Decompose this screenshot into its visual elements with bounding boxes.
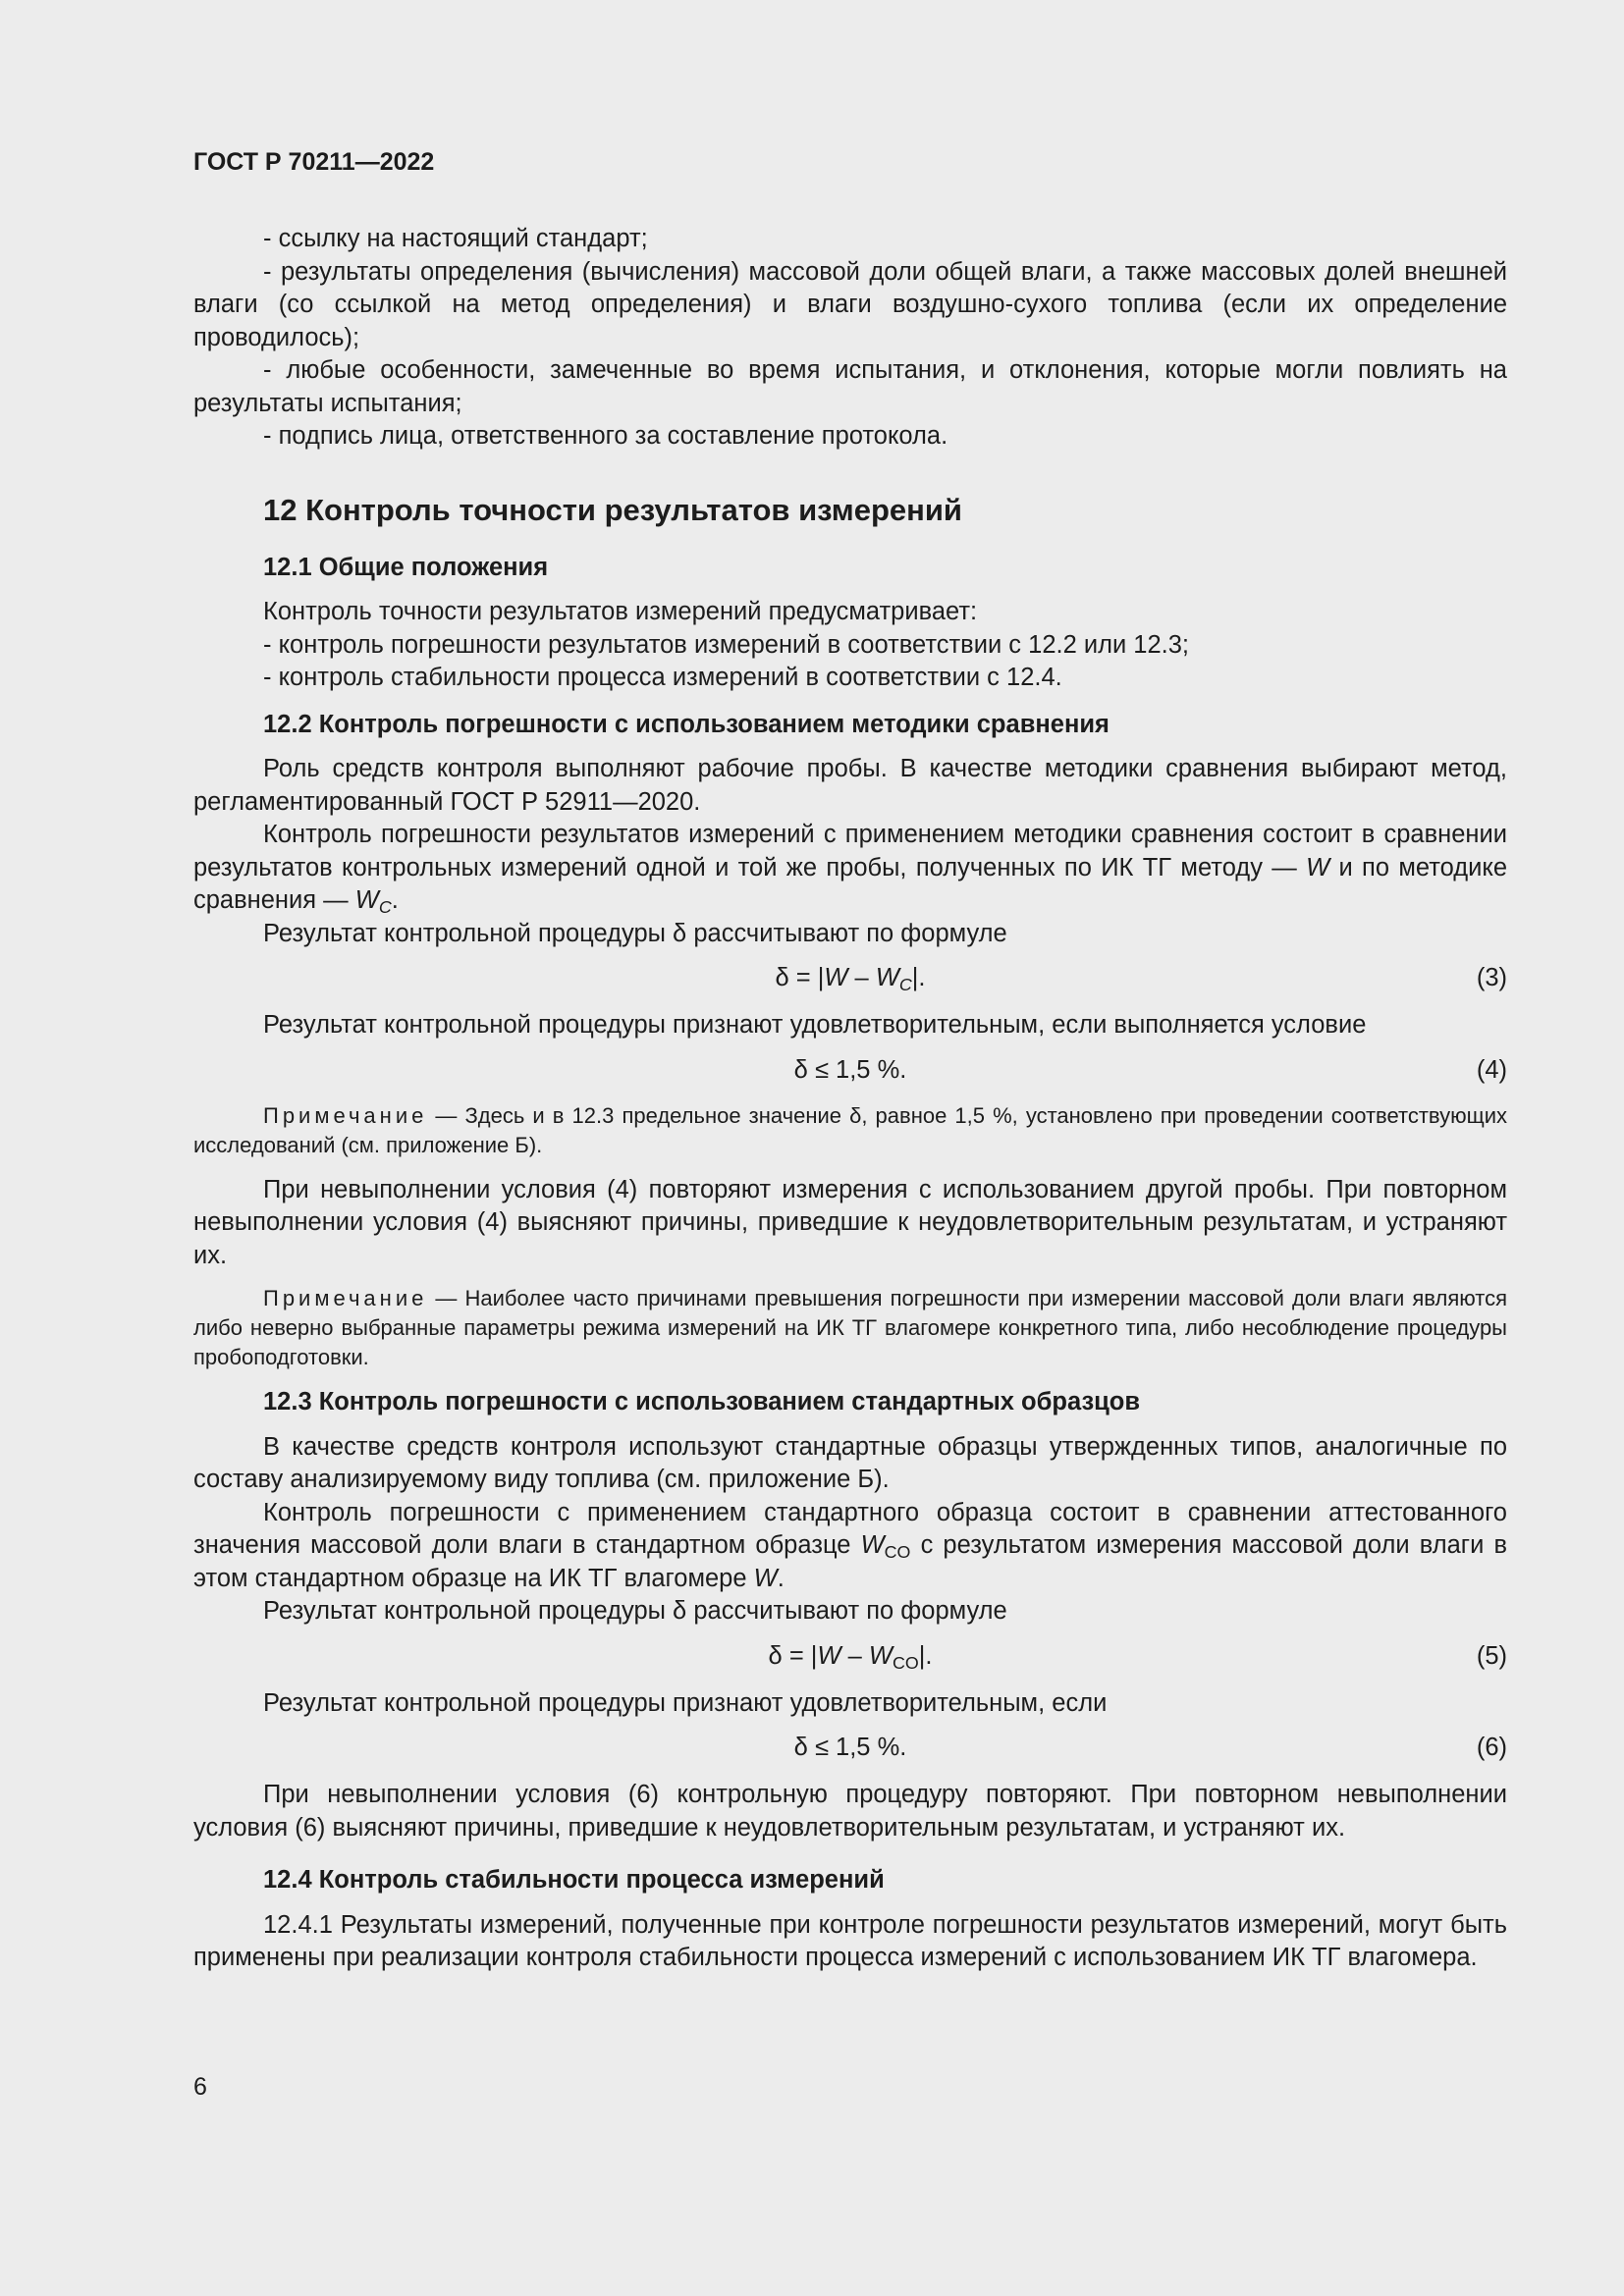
subsection-heading: 12.4 Контроль стабильности процесса измерений bbox=[263, 1866, 885, 1894]
paragraph: Результат контрольной процедуры δ рассчитывают по формуле bbox=[263, 919, 1007, 947]
formula-5: $\delta = |W - W_{CO}|$. (5) bbox=[768, 1641, 1507, 1673]
formula-6: δ ≤ 1,5 %. (6) bbox=[193, 1732, 1507, 1765]
paragraph: В качестве средств контроля используют стандартные образцы утвержденных типов, аналогичные по составу анализируемому виду топлива (см. приложение Б). bbox=[193, 1432, 1507, 1493]
subsection-heading: 12.3 Контроль погрешности с использованием стандартных образцов bbox=[263, 1388, 1141, 1415]
formula-number: (5) bbox=[1476, 1641, 1507, 1670]
formula-4: δ ≤ 1,5 %. (4) bbox=[193, 1054, 1507, 1088]
paragraph: Контроль погрешности результатов измерений с применением методики сравнения состоит в сравнении результатов контрольных измерений одной и той же пробы, полученных по ИК ТГ методу — W и по методике сравнения — $W_C$. bbox=[193, 821, 1507, 917]
paragraph: Результат контрольной процедуры признают удовлетворительным, если выполняется условие bbox=[263, 1011, 1367, 1039]
paragraph: 12.4.1 Результаты измерений, полученные при контроле погрешности результатов измерений, могут быть применены при реализации контроля стабильности процесса измерений с использованием ИК ТГ влагомера. bbox=[193, 1910, 1507, 1971]
paragraph: Контроль точности результатов измерений предусматривает: bbox=[263, 598, 978, 625]
formula-number: (3) bbox=[1476, 964, 1507, 991]
formula-number: (6) bbox=[1476, 1734, 1507, 1761]
note: Примечание — Здесь и в 12.3 предельное значение δ, равное 1,5 %, установлено при проведении соответствующих исследований (см. приложение Б). bbox=[193, 1102, 1507, 1157]
list-item: - контроль погрешности результатов измерений в соответствии с 12.2 или 12.3; bbox=[263, 630, 1190, 659]
paragraph: Роль средств контроля выполняют рабочие пробы. В качестве методики сравнения выбирают метод, регламентированный ГОСТ Р 52911—2020. bbox=[193, 755, 1507, 816]
list-item: - ссылку на настоящий стандарт; bbox=[263, 225, 648, 252]
paragraph: При невыполнении условия (6) контрольную процедуру повторяют. При повторном невыполнении условия (6) выясняют причины, приведшие к неудовлетворительным результатам, и устраняют их. bbox=[193, 1781, 1507, 1842]
paragraph: Результат контрольной процедуры признают удовлетворительным, если bbox=[263, 1688, 1108, 1717]
paragraph: Результат контрольной процедуры δ рассчитывают по формуле bbox=[263, 1597, 1007, 1625]
page-content bbox=[193, 223, 1507, 1975]
note: Примечание — Наиболее часто причинами превышения погрешности при измерении массовой доли влаги являются либо неверно выбранные параметры режима измерений на ИК ТГ влагомере конкретного типа, либо несоблюдение процедуры пробоподготовки. bbox=[193, 1286, 1507, 1369]
list-item: - любые особенности, замеченные во время испытания, и отклонения, которые могли повлиять на результаты испытания; bbox=[193, 356, 1507, 417]
list-item: - контроль стабильности процесса измерений в соответствии с 12.4. bbox=[263, 664, 1062, 691]
list-item: - результаты определения (вычисления) массовой доли общей влаги, а также массовых долей внешней влаги (со ссылкой на метод определения) и влаги воздушно-сухого топлива (если их определение проводилось); bbox=[193, 257, 1507, 351]
subsection-heading: 12.1 Общие положения bbox=[263, 553, 549, 581]
subsection-heading: 12.2 Контроль погрешности с использованием методики сравнения bbox=[263, 710, 1110, 738]
paragraph: Контроль погрешности с применением стандартного образца состоит в сравнении аттестованного значения массовой доли влаги в стандартном образце $W_{CO}$ с результатом измерения массовой доли влаги в этом стандартном образце на ИК ТГ влагомере W. bbox=[193, 1498, 1507, 1592]
document-header: ГОСТ Р 70211—2022 bbox=[193, 148, 435, 176]
formula-number: (4) bbox=[1476, 1055, 1507, 1084]
section-heading: 12 Контроль точности результатов измерений bbox=[263, 492, 962, 527]
formula-3: $\delta = |W - W_C|$. (3) bbox=[775, 964, 1507, 994]
paragraph: При невыполнении условия (4) повторяют измерения с использованием другой пробы. При повторном невыполнении условия (4) выясняют причины, приведшие к неудовлетворительным результатам, и устраняют их. bbox=[193, 1175, 1507, 1269]
list-item: - подпись лица, ответственного за составление протокола. bbox=[263, 422, 948, 450]
page-number: 6 bbox=[193, 2073, 207, 2101]
